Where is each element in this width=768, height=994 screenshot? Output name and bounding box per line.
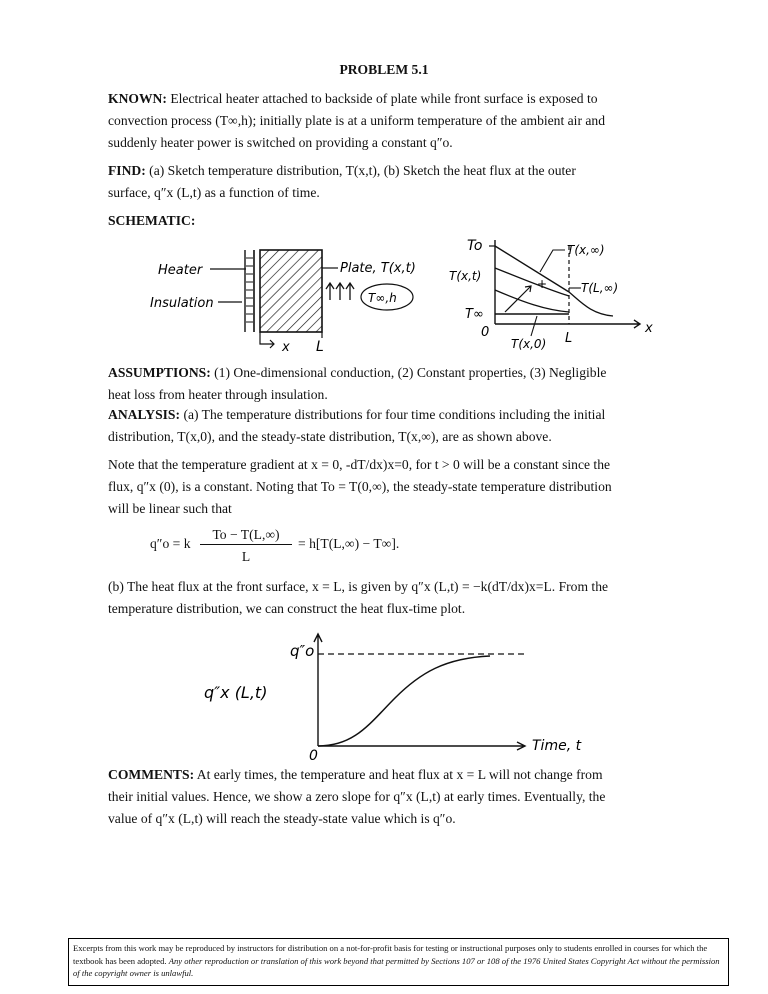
x-label: x — [282, 340, 290, 355]
analysis-label: ANALYSIS: — [108, 407, 181, 422]
assumptions-label: ASSUMPTIONS: — [108, 365, 211, 380]
find-label: FIND: — [108, 163, 146, 178]
comments-label: COMMENTS: — [108, 767, 195, 782]
analysis-part-b — [108, 576, 678, 620]
extended-curve — [569, 292, 613, 316]
assumptions-section — [108, 362, 678, 406]
transient-curve-1 — [495, 268, 569, 296]
insulation-label: Insulation — [150, 296, 214, 311]
T-ss-label: T(x,∞) — [567, 243, 605, 257]
analysis-section — [108, 404, 678, 448]
copyright-footer — [68, 938, 729, 986]
analysis-line7: temperature distribution, we can construct the heat flux-time plot. — [108, 601, 466, 616]
Tinf-ss-leader — [540, 250, 565, 272]
heater-label: Heater — [158, 263, 203, 278]
comments-section — [108, 764, 678, 830]
TLinf-label: T(L,∞) — [581, 281, 619, 295]
heater-coil — [246, 258, 253, 322]
equation-numerator: To − T(L,∞) — [200, 526, 292, 545]
find-section — [108, 160, 678, 204]
comments-line2: their initial values. Hence, we show a zero slope for q″x (L,t) at early times. Eventually, the — [108, 789, 606, 804]
flux-origin-label: 0 — [309, 748, 318, 763]
footer-text: Excerpts from this work may be reproduced by instructors for distribution on a not-for-profit basis for testing or instructional purposes only to students enrolled in courses for which the textbook has been adopted. — [73, 943, 708, 966]
Tx0-label: T(x,0) — [511, 337, 547, 351]
find-line2: surface, q″x (L,t) as a function of time. — [108, 185, 320, 200]
equation-rhs: = h[T(L,∞) − T∞]. — [298, 536, 400, 551]
graph-x-axis — [495, 320, 640, 328]
L-label: L — [316, 339, 324, 355]
known-line1: Electrical heater attached to backside of plate while front surface is exposed to — [170, 91, 598, 106]
steady-state-line — [495, 246, 569, 292]
analysis-line2: distribution, T(x,0), and the steady-state distribution, T(x,∞), are as shown above. — [108, 429, 552, 444]
comments-line3: value of q″x (L,t) will reach the steady-state value which is q″o. — [108, 811, 456, 826]
analysis-line3: Note that the temperature gradient at x = 0, -dT/dx)x=0, for t > 0 will be a constant since the — [108, 457, 611, 472]
Tx0-leader — [531, 316, 537, 336]
plate-body — [260, 250, 322, 332]
convection-label: T∞,h — [368, 291, 397, 305]
footer-italic-text: Any other reproduction or translation of this work beyond that permitted by Sections 107 or 108 of the 1976 United States Copyright Act without the permission of the copyright owner is unlawful. — [73, 955, 720, 978]
known-section — [108, 88, 678, 154]
flux-x-axis — [318, 742, 525, 750]
flux-y-axis — [314, 634, 322, 746]
equation-lhs: q″o = k — [150, 536, 191, 551]
known-line3: suddenly heater power is switched on providing a constant q″o. — [108, 135, 453, 150]
equation-denominator: L — [241, 549, 251, 564]
schematic-section — [108, 210, 678, 232]
flux-x-label: Time, t — [532, 738, 582, 754]
flux-y-label: q″x (L,t) — [204, 683, 268, 702]
flux-curve — [318, 656, 490, 746]
analysis-line4: flux, q″x (0), is a constant. Noting that To = T(0,∞), the steady-state temperature distribution — [108, 479, 612, 494]
assumptions-line2: heat loss from heater through insulation. — [108, 387, 328, 402]
temperature-distribution-graph — [445, 232, 685, 356]
plus-label: + — [537, 277, 548, 291]
Tinf-label: T∞ — [465, 307, 484, 322]
problem-title: PROBLEM 5.1 — [339, 62, 429, 77]
schematic-label: SCHEMATIC: — [108, 213, 196, 228]
analysis-line5: will be linear such that — [108, 501, 232, 516]
heat-flux-time-plot — [190, 628, 590, 763]
analysis-line1: (a) The temperature distributions for four time conditions including the initial — [183, 407, 606, 422]
comments-line1: At early times, the temperature and heat flux at x = L will not change from — [196, 767, 603, 782]
known-label: KNOWN: — [108, 91, 167, 106]
x-axis-arrow — [260, 332, 274, 348]
assumptions-line1: (1) One-dimensional conduction, (2) Constant properties, (3) Negligible — [214, 365, 607, 380]
plate-label: Plate, T(x,t) — [340, 261, 416, 276]
q0-label: q″o — [290, 642, 315, 660]
transient-curve-2 — [495, 290, 569, 312]
origin-label: 0 — [481, 325, 490, 340]
To-label: To — [467, 238, 483, 254]
graph-x-label: x — [645, 321, 653, 336]
analysis-note — [108, 454, 678, 520]
known-line2: convection process (T∞,h); initially plate is at a uniform temperature of the ambient air and — [108, 113, 606, 128]
time-arrow — [505, 286, 531, 312]
Txt-label: T(x,t) — [449, 269, 482, 283]
plate-schematic — [150, 240, 430, 355]
analysis-line6: (b) The heat flux at the front surface, x = L, is given by q″x (L,t) = −k(dT/dx)x=L. From the — [108, 579, 609, 594]
find-line1: (a) Sketch temperature distribution, T(x,t), (b) Sketch the heat flux at the outer — [149, 163, 576, 178]
graph-L-label: L — [565, 331, 573, 346]
convection-arrows — [326, 283, 354, 300]
